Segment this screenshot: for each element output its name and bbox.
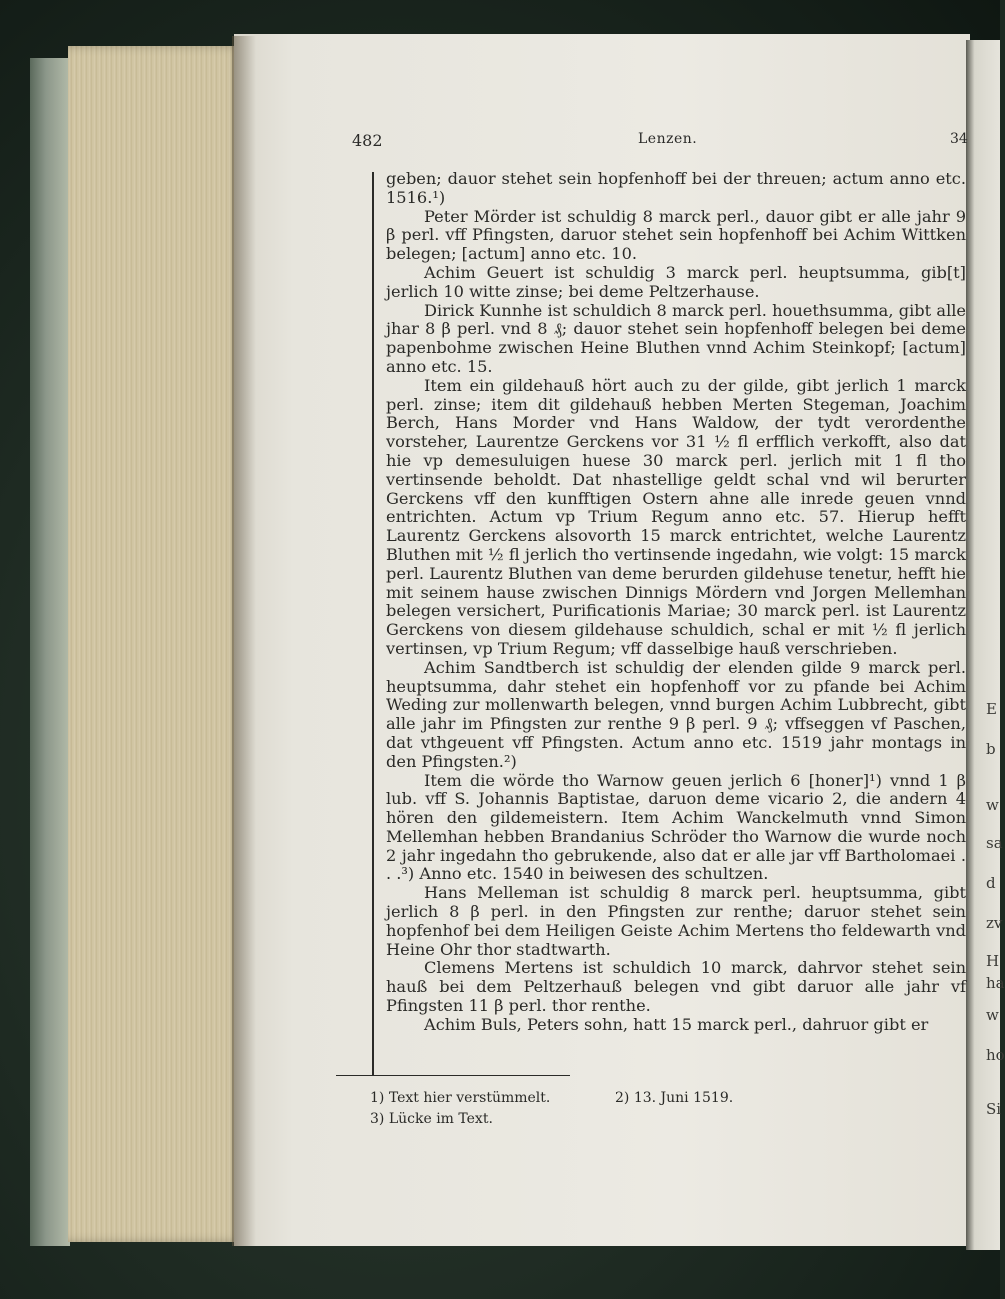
paragraph: Hans Melleman ist schuldig 8 marck perl. heuptsumma, gibt jerlich 8 β perl. in den Pfingsten zur renthe; daruor stehet sein hopfenhof bei dem Heiligen Geiste Achim Mertens tho feldewarth vnd Heine Ohr thor stadtwarth. [386, 883, 966, 959]
next-page-fragment: w [986, 1006, 999, 1024]
paragraph: Clemens Mertens ist schuldich 10 marck, dahrvor stehet sein hauß bei dem Peltzerhauß belegen vnd gibt daruor alle jahr vf Pfingsten 11 β perl. thor renthe. [386, 958, 966, 1016]
edge-mark: 34 [950, 131, 968, 147]
next-page-fragment: w [986, 796, 999, 814]
paragraph: Achim Sandtberch ist schuldig der elenden gilde 9 marck perl. heuptsumma, dahr stehet ein hopfenhoff vor zu pfande bei Achim Weding zur mollenwarth belegen, vnnd burgen Achim Lubbrecht, gibt alle jahr im Pfingsten zur renthe 9 β perl. 9 ₰; vffseggen vf Paschen, dat vthgeuent vff Pfingsten. Actum anno etc. 1519 jahr montags in den Pfingsten.²) [386, 657, 966, 771]
footnote-rule [336, 1075, 570, 1076]
page-number: 482 [352, 131, 383, 150]
footnote-2: 2) 13. Juni 1519. [615, 1090, 734, 1106]
next-page-fragment: E [986, 700, 997, 718]
paragraph: Dirick Kunnhe ist schuldich 8 marck perl. houethsumma, gibt alle jhar 8 β perl. vnd 8 ₰; dauor stehet sein hopfenhoff belegen bei deme papenbohme zwischen Heine Bluthen vnnd Achim Steinkopf; [actum] anno etc. 15. [386, 300, 966, 376]
paragraph: Item ein gildehauß hört auch zu der gilde, gibt jerlich 1 marck perl. zinse; item dit gildehauß hebben Merten Stegeman, Joachim Berch, Hans Morder vnd Hans Waldow, der tydt verordenthe vorsteher, Laurentze Gerckens vor 31 ½ fl erfflich verkofft, also dat hie vp demesuluigen huese 30 marck perl. jerlich mit 1 fl tho vertinsende beholdt. Dat nhastellige geldt schal vnd wil berurter Gerckens vff den kunfftigen Ostern ahne alle inrede geuen vnnd entrichten. Actum vp Trium Regum anno etc. 57. Hierup hefft Laurentz Gerckens alsovorth 15 marck entrichtet, welche Laurentz Bluthen mit ½ fl jerlich tho vertinsende ingedahn, wie volgt: 15 marck perl. Laurentz Bluthen van deme berurden gildehuse tenetur, hefft hie mit seinem hause zwischen Dinnigs Mördern vnd Jorgen Mellemhan belegen versichert, Purificationis Mariae; 30 marck perl. ist Laurentz Gerckens von diesem gildehause schuldich, schal er mit ½ fl jerlich vertinsen, vp Trium Regum; vff dasselbige hauß verschrieben. [386, 375, 966, 658]
footnote-1: 1) Text hier verstümmelt. [370, 1090, 551, 1106]
next-page-fragment: b [986, 740, 996, 758]
next-page-fragment: sa [986, 834, 1003, 852]
paragraph: Achim Buls, Peters sohn, hatt 15 marck perl., dahruor gibt er [424, 1014, 929, 1034]
next-page-fragment: ho [986, 1046, 1005, 1064]
next-page-fragment: H [986, 952, 1000, 970]
running-title: Lenzen. [638, 131, 698, 147]
paragraph: Peter Mörder ist schuldig 8 marck perl., dauor gibt er alle jahr 9 β perl. vff Pfingsten, daruor stehet sein hopfenhoff bei Achim Wittken belegen; [actum] anno etc. 10. [386, 206, 966, 264]
paragraph: Achim Geuert ist schuldig 3 marck perl. heuptsumma, gib[t] jerlich 10 witte zinse; bei deme Peltzerhause. [386, 262, 966, 301]
margin-rule [372, 172, 374, 1076]
next-page-fragment: ha [986, 974, 1005, 992]
page-block-edges [68, 46, 243, 1242]
paragraph: geben; dauor stehet sein hopfenhoff bei der threuen; actum anno etc. 1516.¹) [386, 169, 966, 207]
next-page-fragment: zv [986, 914, 1003, 932]
footnotes [370, 1088, 790, 1130]
next-page-fragment: Si [986, 1100, 1002, 1118]
gutter-shadow [232, 36, 256, 1246]
next-page-sliver [966, 40, 1005, 1250]
body-text [386, 170, 966, 1035]
next-page-fragment: d [986, 874, 996, 892]
book-spine-edge [30, 58, 70, 1246]
paragraph: Item die wörde tho Warnow geuen jerlich 6 [honer]¹) vnnd 1 β lub. vff S. Johannis Baptistae, daruon deme vicario 2, die andern 4 hören den gildemeistern. Item Achim Wanckelmuth vnnd Simon Mellemhan hebben Brandanius Schröder tho Warnow die wurde noch 2 jahr ingedahn tho gebrukende, also dat er alle jar vff Bartholomaei . . .³) Anno etc. 1540 in beiwesen des schultzen. [386, 770, 966, 884]
footnote-3: 3) Lücke im Text. [370, 1111, 493, 1127]
